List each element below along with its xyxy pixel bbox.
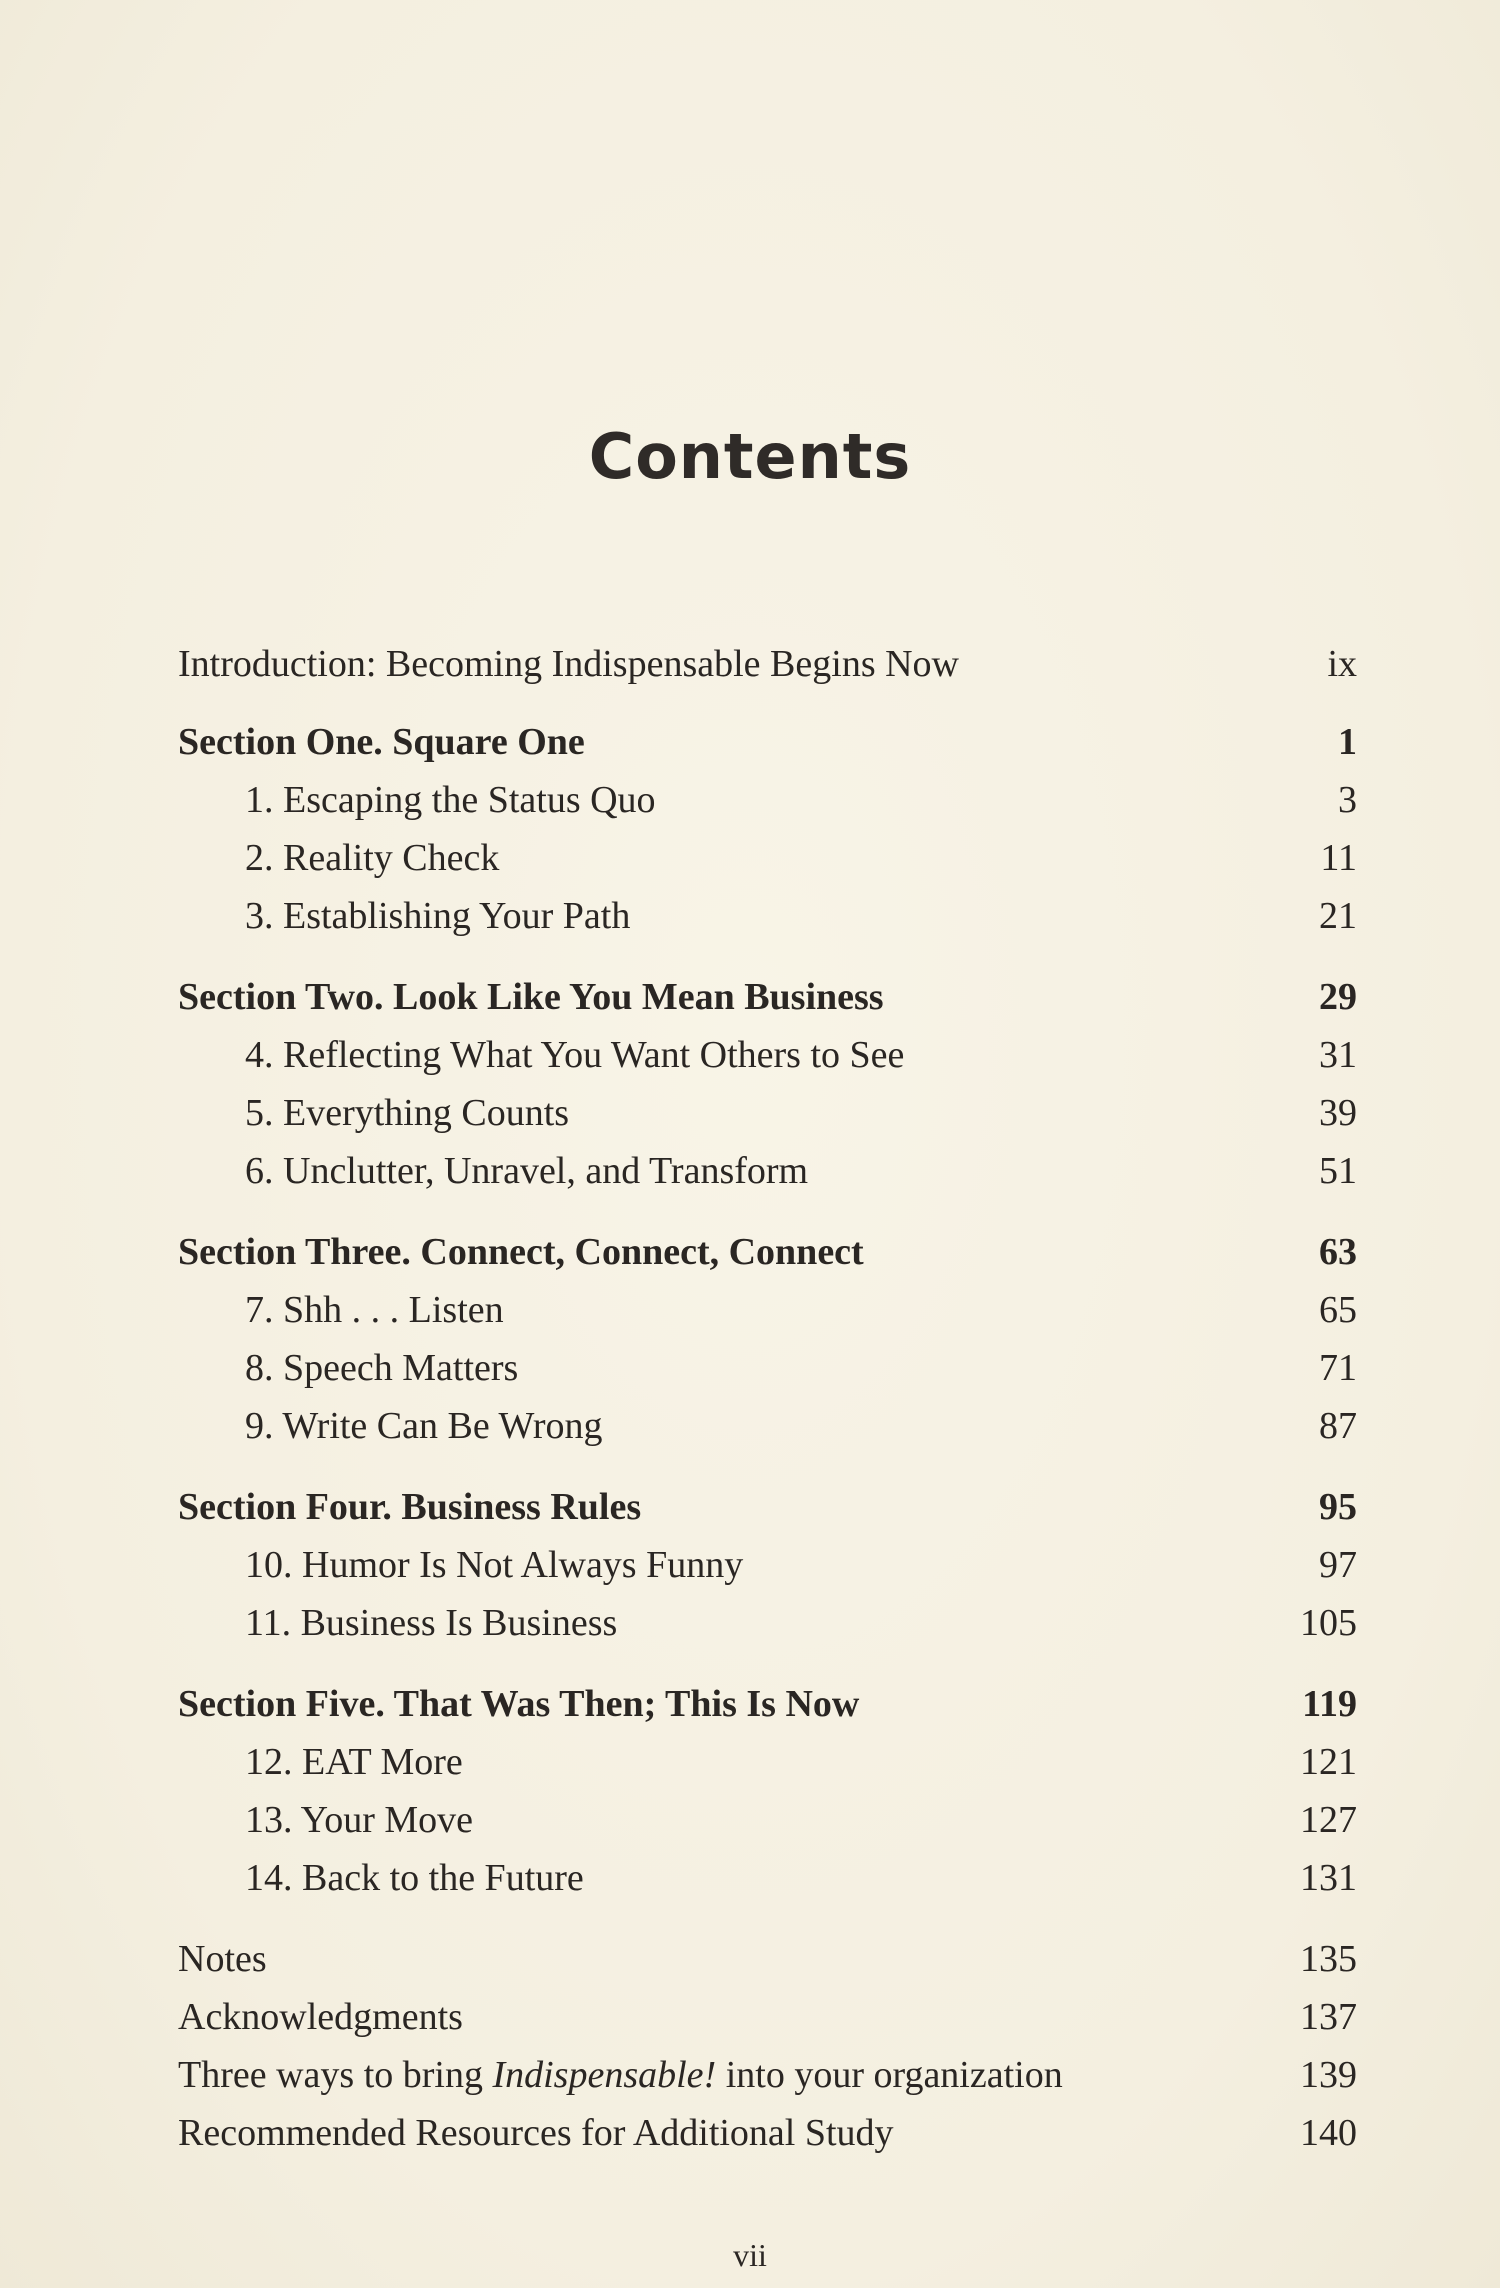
toc-section-page: 29 [1319,976,1357,1018]
toc-entry-label [178,2047,1063,2103]
toc-chapter-12 [0,1734,1500,1790]
toc-chapter-label: 2. Reality Check [245,837,500,879]
toc-entry-acknowledgments [0,1989,1500,2045]
toc-entry-three-ways [0,2047,1500,2103]
toc-chapter-label: 10. Humor Is Not Always Funny [245,1544,744,1586]
toc-section-one [0,714,1500,770]
toc-entry-label-before: Three ways to bring [178,2054,493,2096]
toc-entry-label: Recommended Resources for Additional Study [178,2112,894,2154]
toc-section-five [0,1676,1500,1732]
toc-chapter-6 [0,1143,1500,1199]
page-title: Contents [588,420,912,493]
toc-entry-notes [0,1931,1500,1987]
toc-chapter-page: 39 [1319,1092,1357,1134]
toc-entry-page: 135 [1300,1938,1357,1980]
toc-section-label: Section Two. Look Like You Mean Business [178,976,884,1018]
toc-chapter-label: 14. Back to the Future [245,1857,584,1899]
toc-chapter-label: 12. EAT More [245,1741,463,1783]
toc-chapter-page: 51 [1319,1150,1357,1192]
toc-section-label: Section One. Square One [178,721,585,763]
toc-chapter-label: 3. Establishing Your Path [245,895,631,937]
page-number: vii [733,2237,767,2273]
toc-chapter-1 [0,772,1500,828]
toc-entry-page: 139 [1300,2054,1357,2096]
toc-chapter-label: 9. Write Can Be Wrong [245,1405,603,1447]
toc-entry-resources [0,2105,1500,2161]
toc-chapter-9 [0,1398,1500,1454]
toc-chapter-11 [0,1595,1500,1651]
toc-chapter-page: 131 [1300,1857,1357,1899]
toc-chapter-page: 97 [1319,1544,1357,1586]
toc-chapter-label: 13. Your Move [245,1799,474,1841]
toc-chapter-page: 21 [1319,895,1357,937]
toc-chapter-page: 71 [1319,1347,1357,1389]
toc-entry-label: Acknowledgments [178,1996,463,2038]
toc-section-three [0,1224,1500,1280]
toc-entry-page: ix [1327,643,1357,685]
toc-section-two [0,969,1500,1025]
toc-chapter-page: 121 [1300,1741,1357,1783]
toc-section-label: Section Three. Connect, Connect, Connect [178,1231,864,1273]
toc-chapter-page: 87 [1319,1405,1357,1447]
toc-entry-introduction [0,636,1500,692]
toc-chapter-10 [0,1537,1500,1593]
toc-chapter-4 [0,1027,1500,1083]
toc-chapter-page: 11 [1320,837,1357,879]
toc-section-page: 119 [1302,1683,1357,1725]
toc-chapter-label: 1. Escaping the Status Quo [245,779,656,821]
toc-chapter-label: 7. Shh . . . Listen [245,1289,504,1331]
toc-chapter-5 [0,1085,1500,1141]
toc-chapter-7 [0,1282,1500,1338]
toc-section-page: 63 [1319,1231,1357,1273]
toc-chapter-8 [0,1340,1500,1396]
toc-section-label: Section Four. Business Rules [178,1486,642,1528]
toc-chapter-page: 127 [1300,1799,1357,1841]
toc-chapter-label: 6. Unclutter, Unravel, and Transform [245,1150,809,1192]
toc-entry-label-after: into your organization [716,2054,1063,2096]
toc-entry-label: Introduction: Becoming Indispensable Begins Now [178,643,959,685]
book-title-italic: Indispensable! [492,2054,717,2096]
toc-chapter-3 [0,888,1500,944]
toc-chapter-page: 3 [1338,779,1357,821]
toc-chapter-2 [0,830,1500,886]
toc-chapter-14 [0,1850,1500,1906]
toc-chapter-label: 11. Business Is Business [245,1602,618,1644]
toc-chapter-13 [0,1792,1500,1848]
toc-section-page: 1 [1338,721,1357,763]
toc-entry-page: 137 [1300,1996,1357,2038]
toc-entry-page: 140 [1300,2112,1357,2154]
toc-chapter-page: 65 [1319,1289,1357,1331]
toc-section-page: 95 [1319,1486,1357,1528]
toc-chapter-page: 105 [1300,1602,1357,1644]
toc-chapter-label: 4. Reflecting What You Want Others to See [245,1034,905,1076]
toc-chapter-page: 31 [1319,1034,1357,1076]
toc-entry-label: Notes [178,1938,267,1980]
toc-chapter-label: 5. Everything Counts [245,1092,570,1134]
toc-section-four [0,1479,1500,1535]
toc-section-label: Section Five. That Was Then; This Is Now [178,1683,860,1725]
toc-chapter-label: 8. Speech Matters [245,1347,519,1389]
